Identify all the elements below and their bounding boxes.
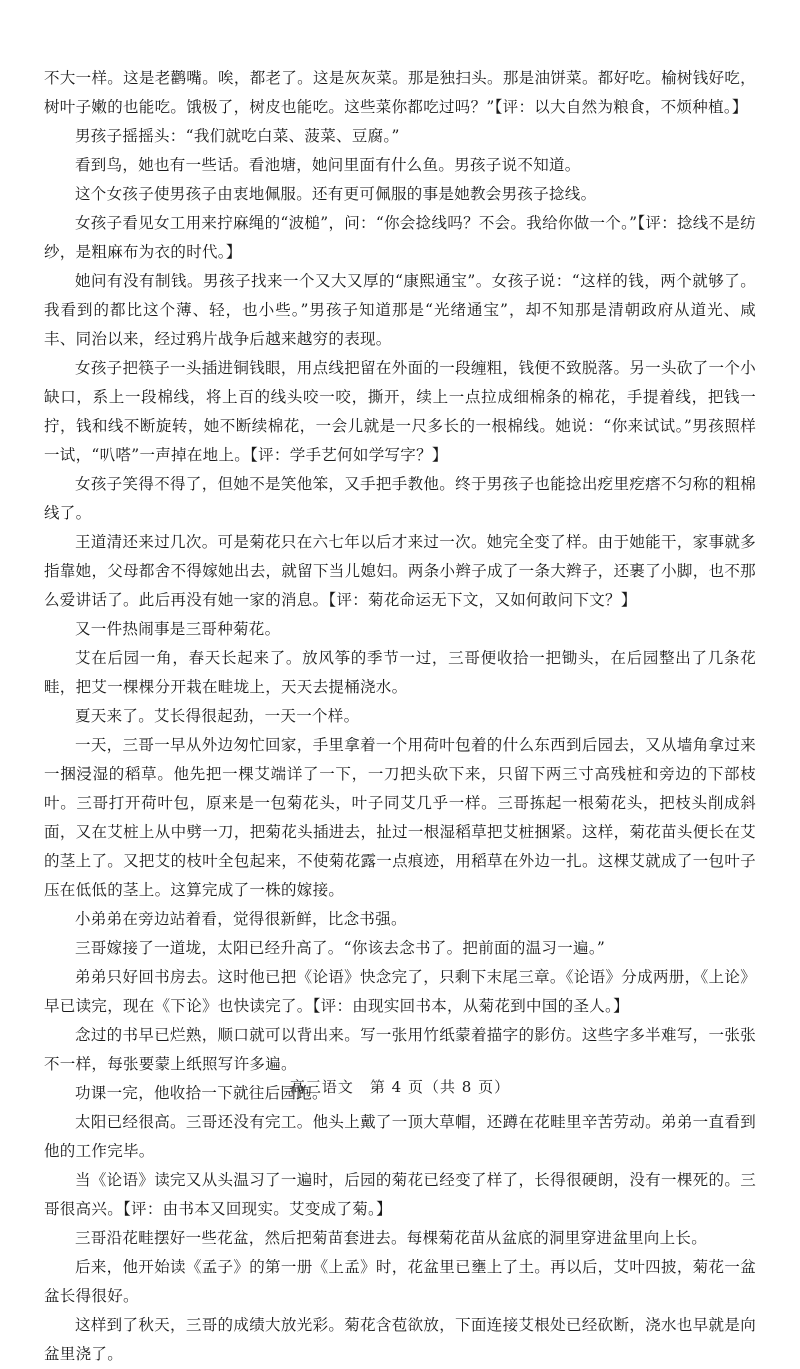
paragraph: 太阳已经很高。三哥还没有完工。他头上戴了一顶大草帽，还蹲在花畦里辛苦劳动。弟弟一直看到他的工作完毕。 [44,1113,756,1160]
paragraph: 这个女孩子使男孩子由衷地佩服。还有更可佩服的事是她教会男孩子捻线。 [75,185,597,203]
paragraph: 这样到了秋天，三哥的成绩大放光彩。菊花含苞欲放，下面连接艾根处已经砍断，浇水也早就是向盆里浇了。 [44,1316,756,1363]
paragraph: 小弟弟在旁边站着看，觉得很新鲜，比念书强。 [75,910,407,928]
document-body [44,64,756,1369]
paragraph: 看到鸟，她也有一些话。看池塘，她问里面有什么鱼。男孩子说不知道。 [75,156,581,174]
paragraph: 女孩子看见女工用来拧麻绳的“波槌”，问：“你会捻线吗？不会。我给你做一个。”【评：捻线不是纺纱，是粗麻布为衣的时代。】 [44,214,756,261]
paragraph: 三哥嫁接了一道垅，太阳已经升高了。“你该去念书了。把前面的温习一遍。” [75,939,606,957]
paragraph: 夏天来了。艾长得很起劲，一天一个样。 [75,707,360,725]
paragraph: 女孩子笑得不得了，但她不是笑他笨，又手把手教他。终于男孩子也能捻出疙里疙瘩不匀称的粗棉线了。 [44,475,756,522]
paragraph: 她问有没有制钱。男孩子找来一个又大又厚的“康熙通宝”。女孩子说：“这样的钱，两个就够了。我看到的都比这个薄、轻，也小些。”男孩子知道那是“光绪通宝”，却不知那是清朝政府从道光、咸丰、同治以来，经过鸦片战争后越来越穷的表现。 [44,272,756,348]
paragraph: 女孩子把筷子一头插进铜钱眼，用点线把留在外面的一段缠粗，钱便不致脱落。另一头砍了一个小缺口，系上一段棉线，将上百的线头咬一咬，撕开，续上一点拉成细棉条的棉花，手提着线，把钱一拧，钱和线不断旋转，她不断续棉花，一会儿就是一尺多长的一根棉线。她说：“你来试试。”男孩照样一试，“叭嗒”一声掉在地上。【评：学手艺何如学写字？】 [44,359,756,464]
paragraph: 当《论语》读完又从头温习了一遍时，后园的菊花已经变了样了，长得很硬朗，没有一棵死的。三哥很高兴。【评：由书本又回现实。艾变成了菊。】 [44,1171,756,1218]
paragraph: 后来，他开始读《孟子》的第一册《上孟》时，花盆里已壅上了土。再以后，艾叶四披，菊花一盆盆长得很好。 [44,1258,756,1305]
paragraph: 弟弟只好回书房去。这时他已把《论语》快念完了，只剩下末尾三章。《论语》分成两册，《上论》早已读完，现在《下论》也快读完了。【评：由现实回书本，从菊花到中国的圣人。】 [44,968,756,1015]
paragraph: 功课一完，他收拾一下就往后园跑。 [75,1084,328,1102]
paragraph: 艾在后园一角，春天长起来了。放风筝的季节一过，三哥便收拾一把锄头，在后园整出了几条花畦，把艾一棵棵分开栽在畦垅上，天天去提桶浇水。 [44,649,756,696]
paragraph: 男孩子摇摇头：“我们就吃白菜、菠菜、豆腐。” [75,127,400,145]
page-footer: 高三语文 第 4 页（共 8 页） [289,1078,511,1096]
paragraph: 又一件热闹事是三哥种菊花。 [75,620,281,638]
paragraph: 一天，三哥一早从外边匆忙回家，手里拿着一个用荷叶包着的什么东西到后园去，又从墙角拿过来一捆浸湿的稻草。他先把一棵艾端详了一下，一刀把头砍下来，只留下两三寸高残桩和旁边的下部枝叶。三哥打开荷叶包，原来是一包菊花头，叶子同艾几乎一样。三哥拣起一根菊花头，把枝头削成斜面，又在艾桩上从中劈一刀，把菊花头插进去，扯过一根湿稻草把艾桩捆紧。这样，菊花苗头便长在艾的茎上了。又把艾的枝叶全包起来，不使菊花露一点痕迹，用稻草在外边一扎。这棵艾就成了一包叶子压在低低的茎上。这算完成了一株的嫁接。 [44,736,756,899]
paragraph: 不大一样。这是老鹳嘴。唉，都老了。这是灰灰菜。那是独扫头。那是油饼菜。都好吃。榆树钱好吃，树叶子嫩的也能吃。饿极了，树皮也能吃。这些菜你都吃过吗？”【评：以大自然为粮食，不烦种植。】 [44,69,756,116]
paragraph: 王道清还来过几次。可是菊花只在六七年以后才来过一次。她完全变了样。由于她能干，家事就多指靠她，父母都舍不得嫁她出去，就留下当儿媳妇。两条小辫子成了一条大辫子，还裹了小脚，也不那么爱讲话了。此后再没有她一家的消息。【评：菊花命运无下文，又如何敢问下文？】 [44,533,756,609]
paragraph: 念过的书早已烂熟，顺口就可以背出来。写一张用竹纸蒙着描字的影仿。这些字多半难写，一张张不一样，每张要蒙上纸照写许多遍。 [44,1026,756,1073]
paragraph: 三哥沿花畦摆好一些花盆，然后把菊苗套进去。每棵菊花苗从盆底的洞里穿进盆里向上长。 [75,1229,708,1247]
